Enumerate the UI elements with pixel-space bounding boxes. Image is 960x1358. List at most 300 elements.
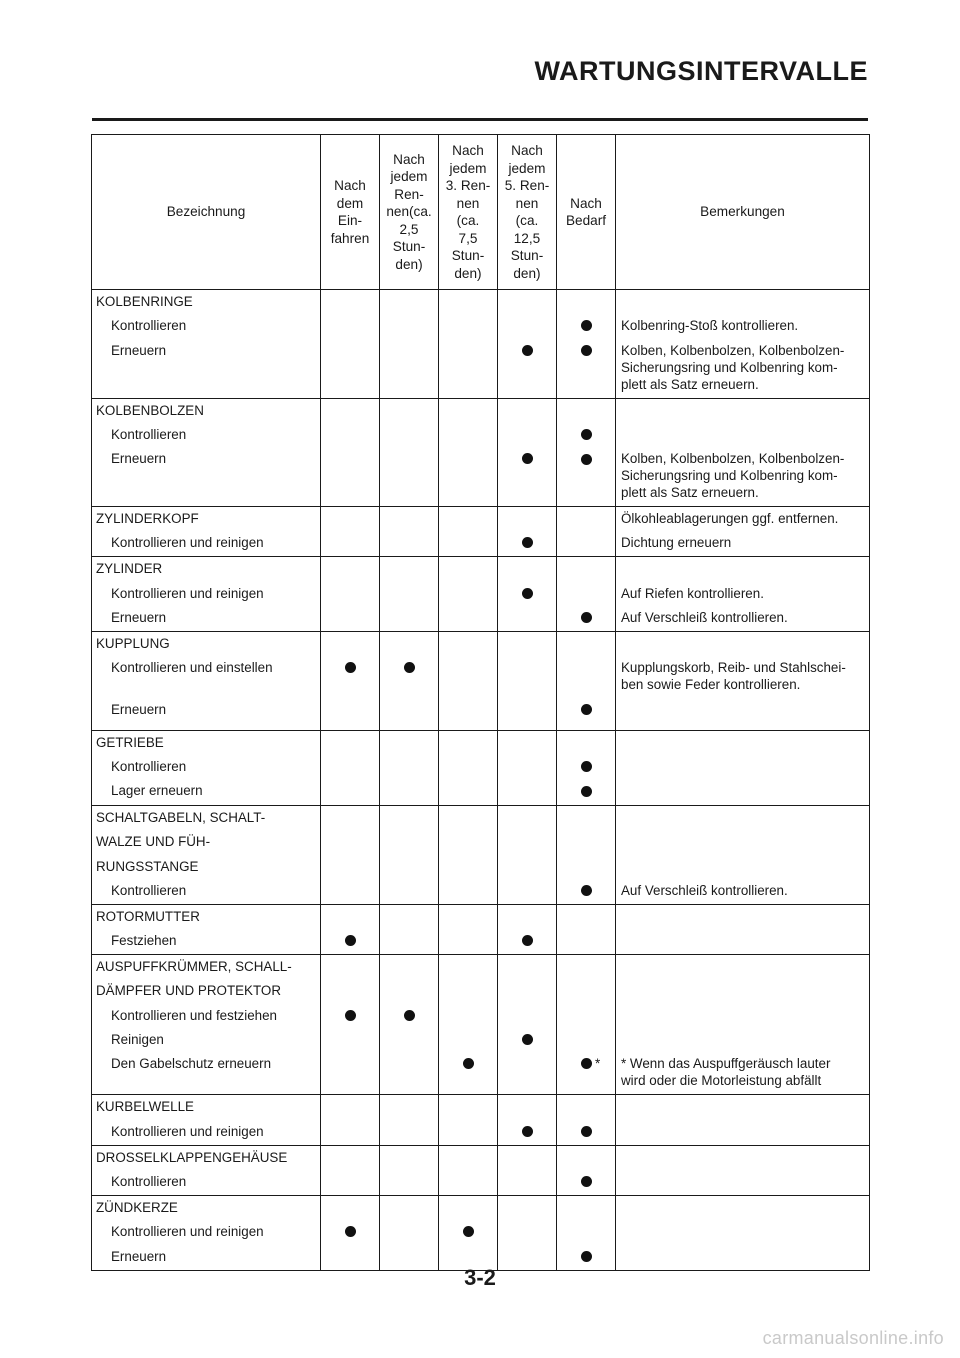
remark-line [616,830,869,854]
spacer [439,632,497,656]
header-line: nen [456,195,480,211]
interval-mark [557,423,615,448]
group-title: ROTORMUTTER [96,908,200,924]
interval-mark [557,1004,615,1028]
column-header [380,135,439,290]
interval-cell [498,955,557,1095]
task-label: Erneuern [111,451,167,467]
interval-mark [321,582,379,606]
spacer [557,399,615,423]
group-title: SCHALTGABELN, SCHALT- [96,809,266,825]
bullet-icon [581,345,592,356]
interval-cell [439,1145,498,1195]
spacer [557,955,615,979]
interval-mark [498,531,556,556]
header-line: fahren [330,230,370,246]
interval-cell [557,1145,616,1195]
interval-mark [321,698,379,730]
interval-cell [439,955,498,1095]
remark-text [616,314,869,338]
interval-cell [498,1145,557,1195]
interval-cell [498,507,557,557]
interval-cell [321,730,380,805]
interval-mark [321,779,379,803]
bullet-icon [404,662,415,673]
task-label: Kontrollieren und einstellen [111,660,273,676]
spacer [439,830,497,854]
remark-line [616,1146,869,1170]
interval-cell [439,805,498,904]
interval-mark [557,1170,615,1195]
interval-mark [321,1170,379,1194]
interval-cell [321,557,380,632]
interval-mark [321,423,379,447]
spacer [321,830,379,854]
interval-cell [439,1095,498,1145]
header-line: Nach [334,178,366,193]
bullet-icon [581,429,592,440]
group-title: RUNGSSTANGE [96,858,199,874]
task-label: Lager erneuern [111,783,203,799]
spacer [321,979,379,1003]
group-title: WALZE UND FÜH- [96,834,211,850]
table-row [92,557,870,632]
remark-text [616,929,869,953]
remark-cell [616,1145,870,1195]
interval-cell [557,632,616,731]
header-line: jedem [390,169,428,185]
interval-cell [557,398,616,507]
interval-mark [439,879,497,903]
bullet-icon [522,1126,533,1137]
interval-mark [321,606,379,630]
remark-line: * Wenn das Auspuffgeräusch lauter [621,1056,831,1072]
header-line: nen [515,195,539,211]
group-title: ZÜNDKERZE [96,1199,178,1215]
spacer [380,290,438,314]
interval-cell [380,730,439,805]
remark-line: Auf Verschleiß kontrollieren. [621,882,788,898]
interval-mark [557,314,615,339]
remark-line [616,399,869,423]
interval-mark [439,656,497,697]
interval-cell [321,632,380,731]
group-title: DÄMPFER UND PROTEKTOR [96,983,282,999]
spacer [321,399,379,423]
interval-mark [380,656,438,697]
remark-cell [616,1095,870,1145]
spacer [557,1196,615,1220]
remark-text [616,1028,869,1052]
interval-cell [557,1095,616,1145]
interval-mark [498,779,556,803]
interval-mark [439,531,497,555]
column-header-label [167,203,246,221]
header-line: Bezeichnung [166,204,246,220]
interval-cell [557,730,616,805]
spacer [557,507,615,531]
header-line: Stun- [510,248,544,263]
remark-line: Dichtung erneuern [621,535,732,551]
remark-line [616,1095,869,1119]
spacer [321,955,379,979]
remark-line [616,806,869,830]
interval-mark [439,423,497,447]
spacer [557,731,615,755]
spacer [380,1095,438,1119]
interval-mark [321,1029,379,1053]
spacer [380,806,438,830]
remark-line: Kupplungskorb, Reib- und Stahlschei- [621,660,846,676]
interval-cell [439,1195,498,1270]
header-line: (ca. [456,213,480,228]
bullet-icon [581,1251,592,1262]
interval-mark [380,582,438,606]
remark-text [616,1170,869,1194]
interval-mark [380,314,438,338]
interval-mark [557,1220,615,1244]
maintenance-table [91,134,870,1271]
interval-mark [498,929,556,954]
interval-mark [439,698,497,730]
table-row [92,290,870,399]
interval-cell [498,904,557,954]
remark-cell [616,632,870,731]
item-name-cell [92,805,321,904]
table-row [92,904,870,954]
interval-mark [557,582,615,606]
header-line: Nach [393,151,425,167]
group-title: ZYLINDER [96,561,163,577]
task-label: Kontrollieren [111,758,187,774]
remark-line [616,905,869,929]
interval-mark [321,339,379,397]
header-line: nen(ca. [386,204,432,220]
interval-mark [498,339,556,397]
interval-mark [498,1170,556,1194]
interval-mark [321,531,379,555]
item-name-cell [92,632,321,731]
interval-cell [321,904,380,954]
task-label: Kontrollieren und reinigen [111,535,264,551]
interval-cell [321,1195,380,1270]
column-header [557,135,616,290]
spacer [498,830,556,854]
remark-line [616,1196,869,1220]
task-label: Erneuern [111,701,167,717]
spacer [557,905,615,929]
group-title: GETRIEBE [96,734,164,750]
header-line: Stun- [451,248,485,263]
spacer [380,955,438,979]
remark-cell [616,904,870,954]
table-header-row [92,135,870,290]
task-label: Kontrollieren [111,1173,187,1189]
task-label: Kontrollieren und reinigen [111,1224,264,1240]
remark-cell [616,290,870,399]
remark-text [616,582,869,606]
interval-cell [380,1145,439,1195]
spacer [380,855,438,879]
interval-mark [557,698,615,730]
table-row [92,1195,870,1270]
remark-text [616,606,869,630]
remark-text [616,879,869,903]
column-header-label [446,142,491,282]
interval-cell [380,1095,439,1145]
spacer [498,731,556,755]
interval-cell [380,557,439,632]
interval-mark [498,879,556,903]
spacer [439,905,497,929]
spacer [557,979,615,1003]
group-title: KURBELWELLE [96,1099,194,1115]
interval-mark [321,755,379,779]
spacer [321,1196,379,1220]
bullet-icon [581,1058,592,1069]
remark-cell [616,805,870,904]
interval-mark [498,1053,556,1094]
spacer [498,632,556,656]
title-rule [92,118,868,121]
spacer [498,1095,556,1119]
remark-text [616,1004,869,1028]
interval-mark [439,1120,497,1144]
interval-cell [557,557,616,632]
interval-cell [380,507,439,557]
spacer [380,731,438,755]
interval-mark [321,656,379,697]
interval-mark [380,1220,438,1244]
interval-cell [380,805,439,904]
table-row [92,1095,870,1145]
interval-mark [498,423,556,447]
spacer [557,855,615,879]
interval-mark [498,1028,556,1053]
interval-cell [498,557,557,632]
spacer [380,1196,438,1220]
spacer [321,557,379,581]
bullet-icon [463,1226,474,1237]
remark-text [616,531,869,555]
interval-cell [557,507,616,557]
remark-text [616,698,869,730]
table-row [92,632,870,731]
interval-mark [380,1170,438,1194]
remark-text [616,447,869,505]
remark-line: Sicherungsring und Kolbenring kom- [621,359,838,375]
interval-cell [321,398,380,507]
interval-mark [439,606,497,630]
spacer [439,1095,497,1119]
interval-cell [439,904,498,954]
interval-mark [321,1004,379,1029]
interval-cell [498,1195,557,1270]
interval-cell [498,805,557,904]
remark-cell [616,1195,870,1270]
interval-mark [498,1220,556,1244]
remark-line [616,855,869,879]
remark-cell [616,955,870,1095]
spacer [439,557,497,581]
interval-mark [557,929,615,953]
spacer [557,830,615,854]
spacer [439,290,497,314]
bullet-icon [581,1176,592,1187]
spacer [557,806,615,830]
remark-text [616,339,869,397]
interval-mark [380,929,438,953]
item-name-cell [92,1095,321,1145]
spacer [321,507,379,531]
header-line: Nach [511,143,543,158]
interval-mark [380,606,438,630]
spacer [439,731,497,755]
table-row [92,805,870,904]
spacer [498,855,556,879]
header-line: den) [395,256,423,272]
bullet-icon [345,1226,356,1237]
interval-mark [380,879,438,903]
bullet-icon [581,704,592,715]
table-row [92,507,870,557]
table-row [92,955,870,1095]
interval-cell [380,632,439,731]
interval-mark [498,607,556,631]
task-label: Kontrollieren und reinigen [111,585,264,601]
interval-cell [321,1145,380,1195]
interval-mark [557,606,615,631]
interval-mark [439,1170,497,1194]
spacer [498,806,556,830]
remark-line [616,979,869,1003]
interval-mark [321,314,379,338]
task-label: Kontrollieren [111,318,187,334]
column-header [498,135,557,290]
header-line: Ein- [337,213,363,228]
interval-mark [439,1028,497,1052]
item-name-cell [92,398,321,507]
task-label: Kontrollieren und reinigen [111,1123,264,1139]
interval-cell [557,805,616,904]
remark-cell [616,398,870,507]
task-label: Kontrollieren und festziehen [111,1007,278,1023]
interval-mark [557,656,615,697]
interval-mark [439,447,497,505]
task-label: Erneuern [111,1248,167,1264]
item-name-cell [92,955,321,1095]
remark-line: ben sowie Feder kontrollieren. [621,677,801,693]
interval-mark [321,1053,379,1094]
interval-mark [380,1004,438,1029]
header-line: den) [454,265,482,281]
interval-mark [439,1004,497,1028]
spacer [557,632,615,656]
spacer [439,855,497,879]
task-label: Kontrollieren [111,882,187,898]
interval-mark [439,314,497,338]
remark-cell [616,507,870,557]
interval-mark [321,879,379,903]
group-title: DROSSELKLAPPENGEHÄUSE [96,1149,288,1165]
interval-cell [439,398,498,507]
interval-mark [557,755,615,780]
header-line: Nach [452,143,484,158]
spacer [321,1095,379,1119]
bullet-icon [522,453,533,464]
spacer [380,905,438,929]
remark-line: plett als Satz erneuern. [621,376,759,392]
group-title: AUSPUFFKRÜMMER, SCHALL- [96,959,292,975]
table-row [92,1145,870,1195]
column-header [321,135,380,290]
interval-mark [557,1120,615,1145]
spacer [439,399,497,423]
remark-line [616,557,869,581]
remark-line [616,290,869,314]
spacer [380,399,438,423]
bullet-icon [581,885,592,896]
interval-cell [321,1095,380,1145]
bullet-icon [581,320,592,331]
interval-mark [439,929,497,953]
bullet-icon [522,345,533,356]
remark-cell [616,730,870,805]
bullet-icon [345,935,356,946]
item-name-cell [92,1195,321,1270]
page-title: WARTUNGSINTERVALLE [534,56,868,86]
remark-text [616,779,869,803]
item-name-cell [92,730,321,805]
header-line: Stun- [392,239,426,255]
remark-line: Kolben, Kolbenbolzen, Kolbenbolzen- [621,451,845,467]
interval-cell [557,1195,616,1270]
interval-mark [557,448,615,506]
interval-mark [321,929,379,954]
remark-text [616,656,869,697]
spacer [321,855,379,879]
interval-cell [498,632,557,731]
task-label: Erneuern [111,610,167,626]
spacer [380,507,438,531]
header-line: Bedarf [565,213,607,228]
group-title: ZYLINDERKOPF [96,511,199,527]
remark-line: Auf Verschleiß kontrollieren. [621,610,788,626]
interval-mark [439,755,497,779]
group-title: KOLBENBOLZEN [96,402,204,418]
interval-mark [380,423,438,447]
remark-text [616,423,869,447]
spacer [321,731,379,755]
spacer [498,557,556,581]
bullet-icon [581,1126,592,1137]
bullet-icon [522,588,533,599]
interval-cell [557,904,616,954]
bullet-icon [581,761,592,772]
group-title: KUPPLUNG [96,636,170,652]
bullet-icon [522,537,533,548]
interval-cell [321,955,380,1095]
remark-line: plett als Satz erneuern. [621,485,759,501]
header-line: (ca. [515,213,539,228]
column-header [616,135,870,290]
spacer [498,290,556,314]
spacer [380,1146,438,1170]
column-header-label [331,177,370,247]
spacer [498,955,556,979]
spacer [380,830,438,854]
remark-text [616,1220,869,1244]
